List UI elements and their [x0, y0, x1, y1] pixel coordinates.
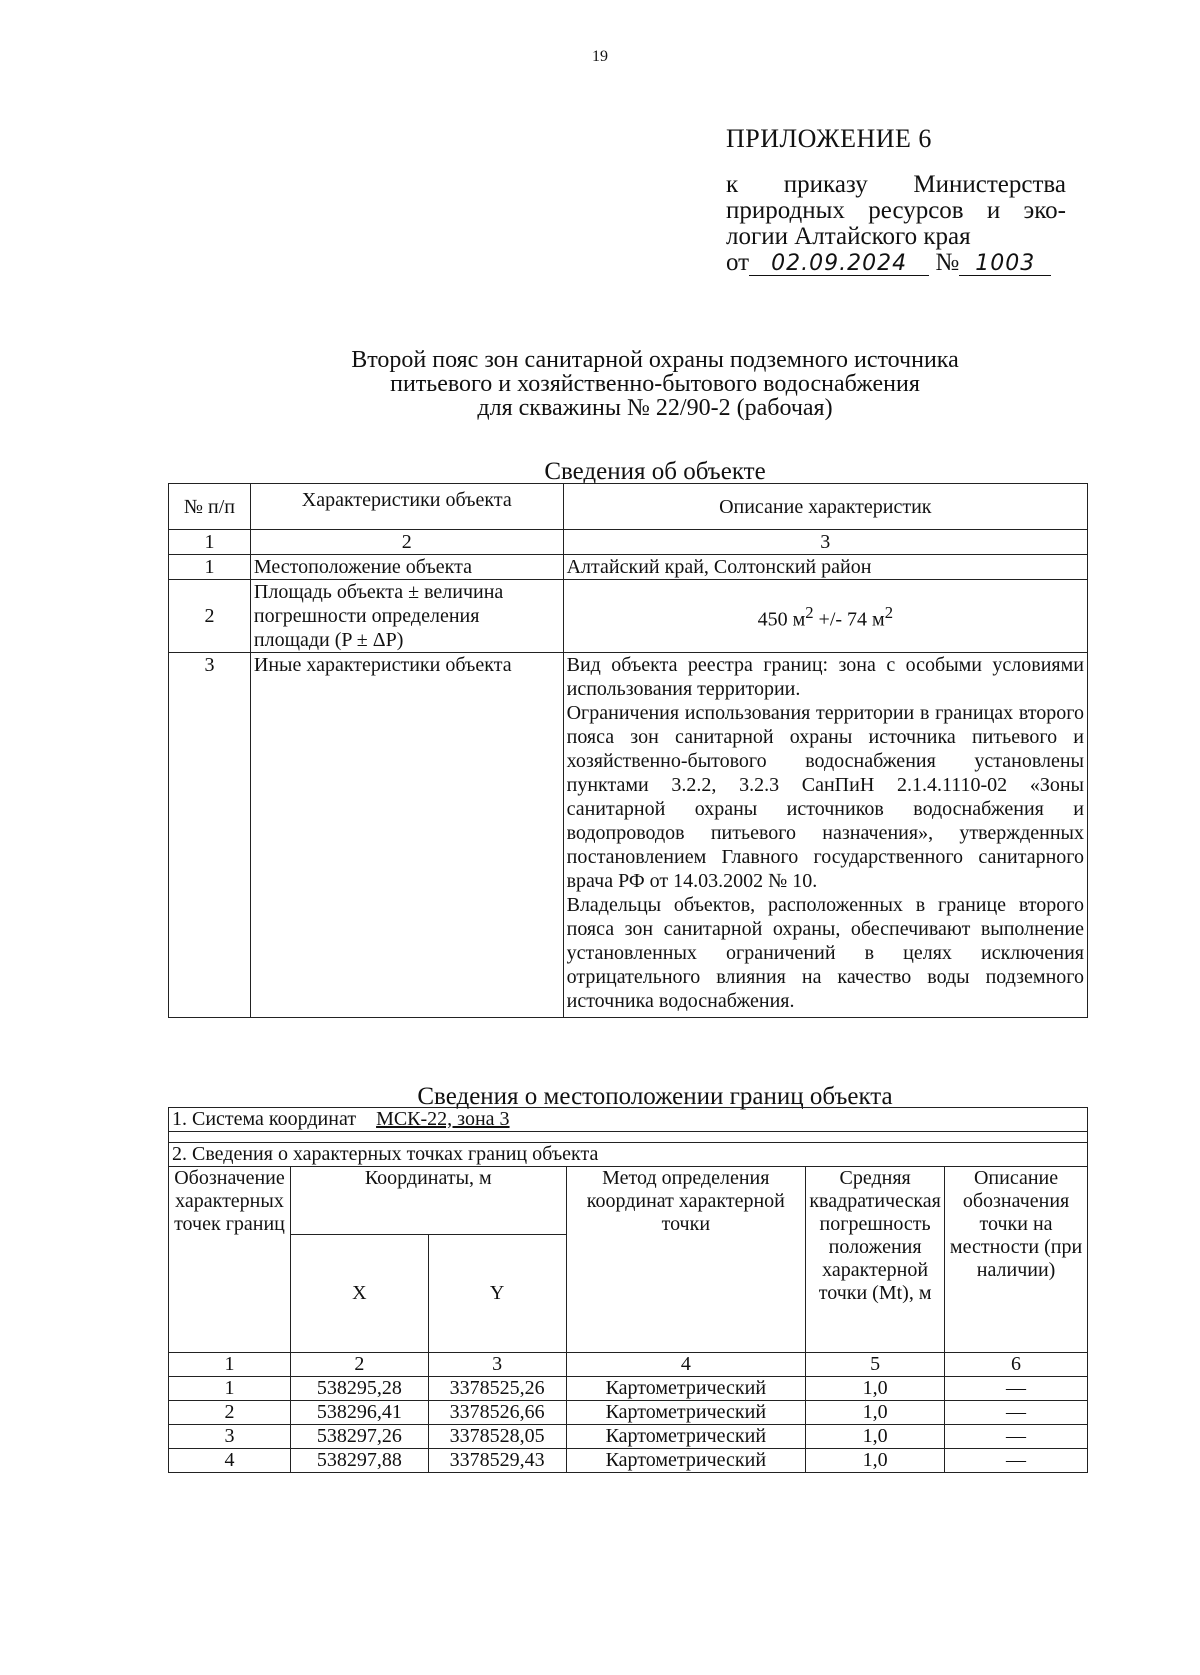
point-method: Картометрический	[566, 1377, 806, 1401]
coord-system-cell	[169, 1108, 1088, 1132]
table-row	[169, 1377, 1088, 1401]
document-title	[0, 348, 1200, 420]
spacer-row	[169, 1132, 1088, 1143]
title-line-2: питьевого и хозяйственно-бытового водоснабжения	[390, 371, 920, 397]
point-method: Картометрический	[566, 1449, 806, 1473]
appendix-title: ПРИЛОЖЕНИЕ 6	[726, 124, 932, 153]
row-value	[563, 653, 1087, 1018]
unit-exponent: 2	[884, 602, 894, 622]
appendix-date-line	[726, 250, 1066, 276]
header-description: Описание характеристик	[563, 484, 1087, 530]
col-number: 2	[290, 1353, 428, 1377]
coord-system-label: 1. Система координат	[172, 1108, 357, 1130]
point-y: 3378529,43	[428, 1449, 566, 1473]
point-x: 538295,28	[290, 1377, 428, 1401]
point-method: Картометрический	[566, 1401, 806, 1425]
number-prefix: №	[935, 249, 960, 276]
table-header-row	[169, 484, 1088, 530]
point-error: 1,0	[806, 1449, 945, 1473]
value-paragraph: Вид объекта реестра границ: зона с особыми условиями использования территории.	[566, 654, 1084, 700]
col-number: 6	[945, 1353, 1088, 1377]
point-desc: —	[945, 1401, 1088, 1425]
point-error: 1,0	[806, 1377, 945, 1401]
col-number: 1	[169, 530, 251, 555]
row-name: Иные характеристики объекта	[250, 653, 563, 1018]
header-row	[169, 1167, 1088, 1235]
col-number: 1	[169, 1353, 291, 1377]
appendix-ref-line-2: природных ресурсов и эко-	[726, 197, 1066, 224]
header-characteristics: Характеристики объекта	[250, 484, 563, 530]
header-y: Y	[428, 1235, 566, 1353]
appendix-ref-line-3: логии Алтайского края	[726, 223, 971, 250]
table-row	[169, 653, 1088, 1018]
value-paragraph: Ограничения использования территории в границах второго пояса зон санитарной охраны источника питьевого и хозяйственно-бытового водоснабжения установлены пунктами 3.2.2, 3.2.3 СанПиН 2.1.4.1110-02 «Зоны санитарной охраны источников водоснабжения и водопроводов питьевого назначения», утвержденных постановлением Главного государственного санитарного врача РФ от 14.03.2002 № 10.	[566, 702, 1084, 892]
col-number: 5	[806, 1353, 945, 1377]
page-number: 19	[592, 48, 608, 65]
coord-system-value: МСК-22, зона 3	[376, 1108, 510, 1130]
appendix-reference	[726, 172, 1066, 276]
object-section-title: Сведения об объекте	[544, 458, 766, 485]
spacer-cell	[169, 1132, 1088, 1143]
table-row	[169, 555, 1088, 580]
handwritten-date: 02.09.2024	[749, 253, 929, 276]
boundary-section-title: Сведения о местоположении границ объекта	[417, 1083, 893, 1110]
points-label: 2. Сведения о характерных точках границ объекта	[169, 1143, 1088, 1167]
point-id: 2	[169, 1401, 291, 1425]
row-num: 1	[169, 555, 251, 580]
area-value: 450 м	[757, 608, 806, 631]
row-num: 2	[169, 580, 251, 653]
point-x: 538297,88	[290, 1449, 428, 1473]
object-table	[168, 483, 1088, 1018]
header-error: Средняя квадратическая погрешность положения характерной точки (Mt), м	[806, 1167, 945, 1353]
column-number-row	[169, 1353, 1088, 1377]
date-prefix: от	[726, 249, 750, 276]
header-coords: Координаты, м	[290, 1167, 566, 1235]
boundary-table	[168, 1107, 1088, 1473]
point-error: 1,0	[806, 1401, 945, 1425]
col-number: 2	[250, 530, 563, 555]
point-y: 3378526,66	[428, 1401, 566, 1425]
coord-system-row	[169, 1108, 1088, 1132]
points-label-row	[169, 1143, 1088, 1167]
col-number: 4	[566, 1353, 806, 1377]
point-id: 4	[169, 1449, 291, 1473]
table-row	[169, 580, 1088, 653]
row-name: Местоположение объекта	[250, 555, 563, 580]
point-method: Картометрический	[566, 1425, 806, 1449]
title-line-3: для скважины № 22/90-2 (рабочая)	[477, 395, 833, 421]
row-value: Алтайский край, Солтонский район	[563, 555, 1087, 580]
point-desc: —	[945, 1449, 1088, 1473]
unit-exponent: 2	[805, 602, 814, 622]
point-y: 3378525,26	[428, 1377, 566, 1401]
row-num: 3	[169, 653, 251, 1018]
header-description: Описание обозначения точки на местности (при наличии)	[945, 1167, 1088, 1353]
table-row	[169, 1425, 1088, 1449]
column-number-row	[169, 530, 1088, 555]
row-value	[563, 580, 1087, 653]
table-row	[169, 1401, 1088, 1425]
header-designation: Обозначение характерных точек границ	[169, 1167, 291, 1353]
appendix-ref-line-1: к приказу Министерства	[726, 171, 1066, 198]
point-desc: —	[945, 1377, 1088, 1401]
header-num: № п/п	[169, 484, 251, 530]
value-paragraph: Владельцы объектов, расположенных в границе второго пояса зон санитарной охраны, обеспечивают выполнение установленных ограничений в целях исключения отрицательного влияния на качество воды подземного источника водоснабжения.	[566, 894, 1084, 1012]
header-x: X	[290, 1235, 428, 1353]
col-number: 3	[428, 1353, 566, 1377]
row-name: Площадь объекта ± величина погрешности определения площади (P ± ΔP)	[250, 580, 563, 653]
point-error: 1,0	[806, 1425, 945, 1449]
point-id: 3	[169, 1425, 291, 1449]
title-line-1: Второй пояс зон санитарной охраны подземного источника	[351, 347, 959, 373]
handwritten-number: 1003	[959, 253, 1051, 276]
area-error: +/- 74 м	[813, 608, 885, 631]
table-row	[169, 1449, 1088, 1473]
point-x: 538297,26	[290, 1425, 428, 1449]
header-method: Метод определения координат характерной точки	[566, 1167, 806, 1353]
point-y: 3378528,05	[428, 1425, 566, 1449]
point-desc: —	[945, 1425, 1088, 1449]
point-id: 1	[169, 1377, 291, 1401]
point-x: 538296,41	[290, 1401, 428, 1425]
col-number: 3	[563, 530, 1087, 555]
